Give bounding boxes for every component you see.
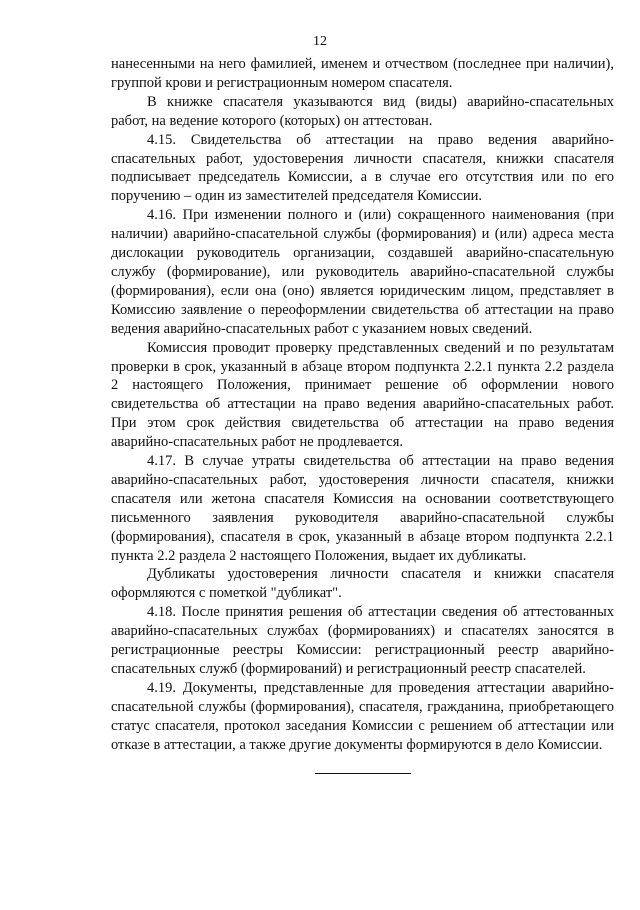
paragraph-4-19: 4.19. Документы, представленные для проведения аттестации аварийно-спасательной службы (формирования), спасателя, гражданина, приобретающего статус спасателя, протокол заседания Комиссии с решением об аттестации или отказе в аттестации, а также другие документы формируются в дело Комиссии. <box>111 679 614 753</box>
paragraph-duplicates: Дубликаты удостоверения личности спасателя и книжки спасателя оформляются с пометкой "дубликат". <box>111 566 614 602</box>
page-number: 12 <box>313 34 327 49</box>
paragraph-4-16: 4.16. При изменении полного и (или) сокращенного наименования (при наличии) аварийно-спасательной службы (формирования) и (или) адреса места дислокации руководитель организации, создавшей аварийно-спасательную службу (формирование), или руководитель аварийно-спасательной службы (формирования), если она (оно) является юридическим лицом, представляет в Комиссию заявление о переоформлении свидетельства об аттестации на право ведения аварийно-спасательных работ с указанием новых сведений. <box>111 207 614 337</box>
document-body <box>111 55 614 755</box>
paragraph-4-18: 4.18. После принятия решения об аттестации сведения об аттестованных аварийно-спасательных службах (формированиях) и спасателях заносятся в регистрационные реестры Комиссии: регистрационный реестр аварийно-спасательных служб (формирований) и регистрационный реестр спасателей. <box>111 604 614 677</box>
end-of-document-divider <box>315 773 411 774</box>
paragraph-4-17: 4.17. В случае утраты свидетельства об аттестации на право ведения аварийно-спасательных работ, удостоверения личности спасателя, книжки спасателя или жетона спасателя Комиссия на основании соответствующего письменного заявления руководителя аварийно-спасательной службы (формирования), спасателя в срок, указанный в абзаце втором подпункта 2.2.1 пункта 2.2 раздела 2 настоящего Положения, выдает их дубликаты. <box>111 453 614 564</box>
paragraph-rescuer-book: В книжке спасателя указываются вид (виды) аварийно-спасательных работ, на ведение которого (которых) он аттестован. <box>111 93 614 129</box>
paragraph-commission-check: Комиссия проводит проверку представленных сведений и по результатам проверки в срок, указанный в абзаце втором подпункта 2.2.1 пункта 2.2 раздела 2 настоящего Положения, принимает решение об оформлении нового свидетельства об аттестации на право ведения аварийно-спасательных работ. При этом срок действия свидетельства об аттестации на право ведения аварийно-спасательных работ не продлевается. <box>111 339 614 451</box>
paragraph-continuation: нанесенными на него фамилией, именем и отчеством (последнее при наличии), группой крови и регистрационным номером спасателя. <box>111 56 614 91</box>
paragraph-4-15: 4.15. Свидетельства об аттестации на право ведения аварийно-спасательных работ, удостоверения личности спасателя, книжки спасателя подписывает председатель Комиссии, а в случае его отсутствия или по его поручению – один из заместителей председателя Комиссии. <box>111 131 614 205</box>
